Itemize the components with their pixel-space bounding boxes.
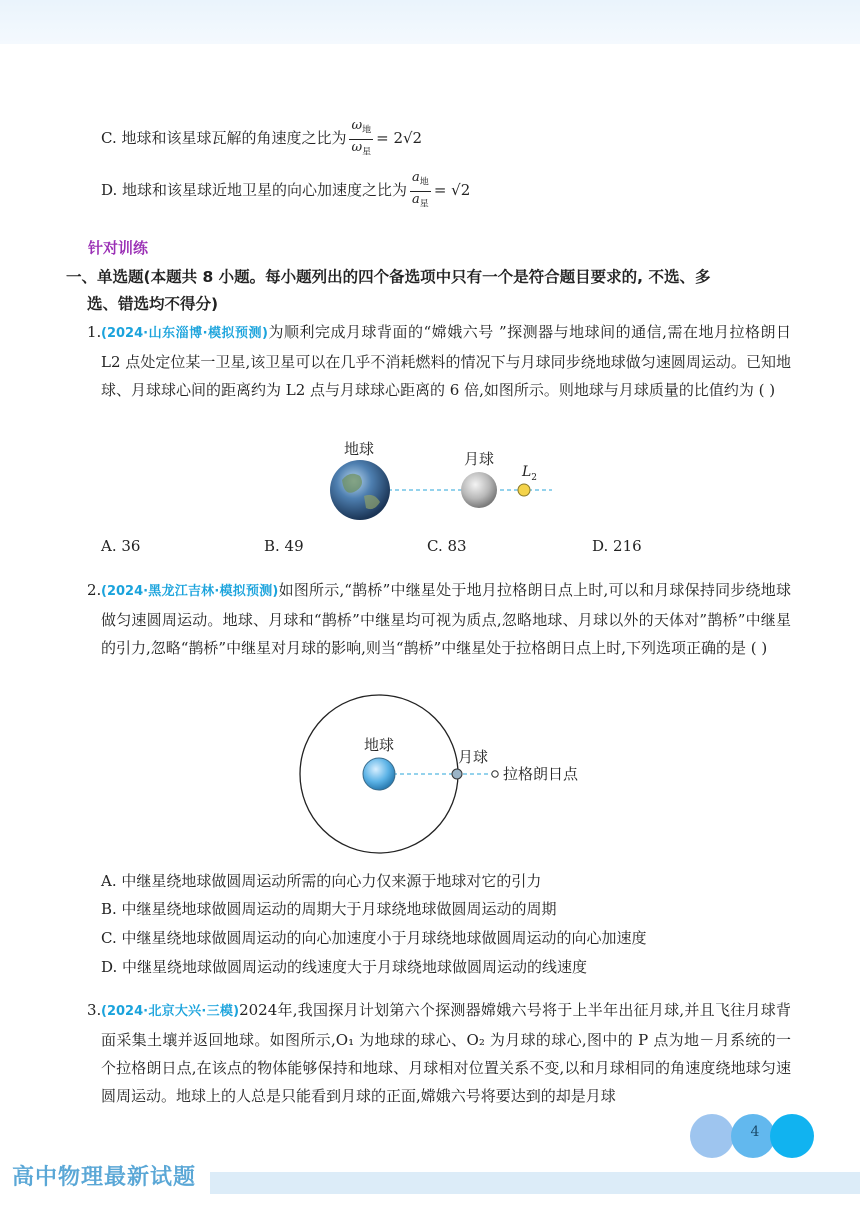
q3-text — [101, 996, 791, 1110]
frac-num: a — [412, 170, 420, 185]
q3-body: 2024年,我国探月计划第六个探测器嫦娥六号将于上半年出征月球,并且飞往月球背面采集土壤并返回地球。如图所示,O₁ 为地球的球心、O₂ 为月球的球心,图中的 P 点为地－月系统的一个拉格朗日点,在该点的物体能够保持和地球、月球相对位置关系不变,以和月球相同的角速度绕地球匀速圆周运动。地球上的人总是只能看到月球的正面,嫦娥六号将要达到的却是月球 — [101, 1001, 791, 1105]
option-d-text: D. 地球和该星球近地卫星的向心加速度之比为 — [101, 181, 408, 200]
top-header-band — [0, 0, 860, 44]
q1-option-b: B. 49 — [264, 537, 304, 555]
earth-graphic — [363, 758, 395, 790]
earth-graphic — [330, 460, 390, 520]
fig2-lagrange-label: 拉格朗日点 — [503, 765, 579, 783]
l2-point — [518, 484, 530, 496]
option-c-prev — [101, 118, 422, 160]
q1-source: (2024·山东淄博·模拟预测) — [101, 326, 268, 341]
option-c-result: = 2√2 — [376, 129, 423, 148]
q3-number: 3. — [87, 1001, 102, 1019]
fraction-a — [410, 170, 431, 212]
figure-lagrange-orbit — [296, 690, 596, 860]
frac-num-sub: 地 — [419, 177, 429, 188]
q2-source: (2024·黑龙江吉林·模拟预测) — [101, 584, 279, 599]
frac-num: ω — [351, 118, 363, 133]
q1-option-c: C. 83 — [427, 537, 467, 555]
l2-letter: L — [522, 464, 532, 480]
q2-option-b: B. 中继星绕地球做圆周运动的周期大于月球绕地球做圆周运动的周期 — [101, 900, 557, 918]
option-c-text: C. 地球和该星球瓦解的角速度之比为 — [101, 129, 347, 148]
q2-option-d: D. 中继星绕地球做圆周运动的线速度大于月球绕地球做圆周运动的线速度 — [101, 958, 588, 976]
q3-source: (2024·北京大兴·三模) — [101, 1004, 240, 1019]
section-title-line1: 一、单选题(本题共 8 小题。每小题列出的四个备选项中只有一个是符合题目要求的, 不选、多 — [66, 268, 711, 286]
fraction-omega — [349, 118, 373, 160]
q2-text — [101, 576, 791, 662]
page-circle-right — [770, 1114, 814, 1158]
fig1-moon-label: 月球 — [464, 450, 495, 468]
fig2-earth-label: 地球 — [364, 736, 395, 754]
q2-option-a: A. 中继星绕地球做圆周运动所需的向心力仅来源于地球对它的引力 — [101, 872, 542, 890]
frac-den: a — [412, 191, 420, 207]
q1-body: 为顺利完成月球背面的“嫦娥六号 ”探测器与地球间的通信,需在地月拉格朗日 L2 点处定位某一卫星,该卫星可以在几乎不消耗燃料的情况下与月球同步绕地球做匀速圆周运动。已知地球、月球球心间的距离约为 L2 点与月球球心距离的 6 倍,如图所示。则地球与月球质量的比值约为 ( ) — [101, 323, 791, 399]
frac-den: ω — [351, 139, 363, 155]
lagrange-point — [492, 771, 498, 777]
figure-earth-moon-l2 — [320, 436, 560, 526]
fig1-earth-label: 地球 — [344, 440, 375, 458]
section-title-line2: 选、错选均不得分) — [87, 295, 219, 313]
option-d-result: = √2 — [433, 181, 471, 200]
q2-body: 如图所示,“鹊桥”中继星处于地月拉格朗日点上时,可以和月球保持同步绕地球做匀速圆周运动。地球、月球和“鹊桥”中继星均可视为质点,忽略地球、月球以外的天体对”鹊桥”中继星的引力,忽略“鹊桥”中继星对月球的影响,则当“鹊桥”中继星处于拉格朗日点上时,下列选项正确的是 ( ) — [101, 581, 791, 657]
q2-number: 2. — [87, 581, 102, 599]
q1-option-a: A. 36 — [101, 537, 141, 555]
page-circle-left — [690, 1114, 734, 1158]
section-heading: 针对训练 — [88, 239, 149, 257]
bottom-band — [210, 1172, 860, 1194]
q1-text — [101, 318, 791, 404]
fig1-l2-label — [521, 464, 537, 483]
frac-den-sub: 星 — [419, 199, 429, 210]
frac-num-sub: 地 — [362, 125, 372, 136]
moon-graphic — [461, 472, 497, 508]
page-number: 4 — [750, 1124, 760, 1140]
fig2-moon-label: 月球 — [458, 748, 489, 766]
q2-option-c: C. 中继星绕地球做圆周运动的向心加速度小于月球绕地球做圆周运动的向心加速度 — [101, 929, 647, 947]
q1-option-d: D. 216 — [592, 537, 642, 555]
frac-den-sub: 星 — [362, 147, 372, 158]
l2-sub: 2 — [531, 473, 538, 483]
q1-number: 1. — [87, 323, 102, 341]
footer-title: 高中物理最新试题 — [12, 1165, 197, 1190]
option-d-prev — [101, 170, 470, 212]
moon-graphic — [452, 769, 462, 779]
